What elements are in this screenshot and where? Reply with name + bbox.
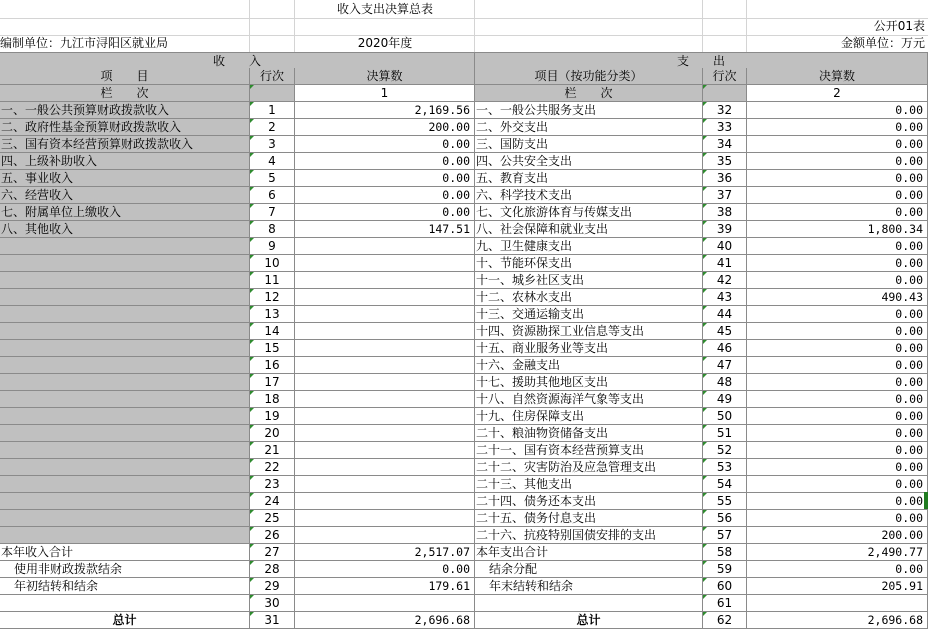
income-line-cell[interactable]: 23 bbox=[250, 476, 295, 493]
expense-line-cell[interactable]: 40 bbox=[703, 238, 747, 255]
income-line-cell[interactable]: 2 bbox=[250, 119, 295, 136]
expense-item-cell[interactable]: 十二、农林水支出 bbox=[475, 289, 703, 306]
expense-column-label: 栏 次 bbox=[475, 85, 703, 102]
expense-line-cell[interactable]: 52 bbox=[703, 442, 747, 459]
expense-line-cell[interactable]: 47 bbox=[703, 357, 747, 374]
expense-item-cell[interactable]: 结余分配 bbox=[475, 561, 703, 578]
income-amount-cell[interactable] bbox=[295, 289, 475, 306]
income-item-cell[interactable] bbox=[0, 289, 250, 306]
income-amount-cell[interactable] bbox=[295, 323, 475, 340]
income-amount-cell[interactable] bbox=[295, 306, 475, 323]
income-item-cell[interactable]: 使用非财政拨款结余 bbox=[0, 561, 250, 578]
grid-cell bbox=[475, 0, 703, 52]
expense-line-cell[interactable]: 57 bbox=[703, 527, 747, 544]
income-item-cell[interactable] bbox=[0, 255, 250, 272]
expense-item-cell[interactable]: 一、一般公共服务支出 bbox=[475, 102, 703, 119]
income-amount-cell[interactable]: 200.00 bbox=[295, 119, 475, 136]
expense-line-cell[interactable]: 35 bbox=[703, 153, 747, 170]
expense-item-cell[interactable]: 六、科学技术支出 bbox=[475, 187, 703, 204]
expense-amount-cell[interactable]: 0.00 bbox=[747, 357, 928, 374]
expense-column-number: 2 bbox=[747, 85, 928, 102]
selected-cell-marker bbox=[924, 492, 928, 509]
expense-amount-cell[interactable]: 0.00 bbox=[747, 119, 928, 136]
income-line-cell[interactable]: 6 bbox=[250, 187, 295, 204]
expense-item-cell[interactable]: 八、社会保障和就业支出 bbox=[475, 221, 703, 238]
expense-item-cell[interactable]: 总计 bbox=[475, 612, 703, 629]
income-line-cell[interactable]: 29 bbox=[250, 578, 295, 595]
income-item-cell[interactable] bbox=[0, 493, 250, 510]
expense-line-cell[interactable]: 37 bbox=[703, 187, 747, 204]
income-item-cell[interactable]: 四、上级补助收入 bbox=[0, 153, 250, 170]
expense-item-cell[interactable]: 五、教育支出 bbox=[475, 170, 703, 187]
expense-amount-cell[interactable]: 0.00 bbox=[747, 391, 928, 408]
income-amount-cell[interactable] bbox=[295, 391, 475, 408]
income-column-number: 1 bbox=[295, 85, 475, 102]
income-item-cell[interactable] bbox=[0, 408, 250, 425]
expense-item-cell[interactable]: 十九、住房保障支出 bbox=[475, 408, 703, 425]
income-line-cell[interactable]: 27 bbox=[250, 544, 295, 561]
expense-item-cell[interactable]: 四、公共安全支出 bbox=[475, 153, 703, 170]
expense-item-cell[interactable]: 七、文化旅游体育与传媒支出 bbox=[475, 204, 703, 221]
income-line-cell[interactable]: 10 bbox=[250, 255, 295, 272]
income-line-cell[interactable]: 30 bbox=[250, 595, 295, 612]
income-amount-cell[interactable]: 0.00 bbox=[295, 153, 475, 170]
income-item-cell[interactable] bbox=[0, 459, 250, 476]
expense-amount-cell[interactable]: 0.00 bbox=[747, 306, 928, 323]
amount-unit: 金额单位：万元 bbox=[840, 36, 925, 50]
income-line-cell[interactable]: 21 bbox=[250, 442, 295, 459]
income-item-cell[interactable]: 二、政府性基金预算财政拨款收入 bbox=[0, 119, 250, 136]
income-amount-cell[interactable]: 2,517.07 bbox=[295, 544, 475, 561]
expense-amount-cell[interactable]: 0.00 bbox=[747, 170, 928, 187]
expense-amount-cell[interactable]: 0.00 bbox=[747, 323, 928, 340]
expense-amount-cell[interactable]: 0.00 bbox=[747, 374, 928, 391]
expense-item-cell[interactable]: 本年支出合计 bbox=[475, 544, 703, 561]
income-item-cell[interactable] bbox=[0, 527, 250, 544]
expense-line-cell[interactable]: 43 bbox=[703, 289, 747, 306]
income-line-cell[interactable]: 16 bbox=[250, 357, 295, 374]
income-amount-cell[interactable] bbox=[295, 255, 475, 272]
income-item-cell[interactable]: 六、经营收入 bbox=[0, 187, 250, 204]
expense-item-cell[interactable]: 二十五、债务付息支出 bbox=[475, 510, 703, 527]
expense-line-header: 行次 bbox=[703, 68, 747, 85]
expense-amount-cell[interactable]: 0.00 bbox=[747, 442, 928, 459]
income-item-cell[interactable] bbox=[0, 425, 250, 442]
income-amount-cell[interactable] bbox=[295, 459, 475, 476]
expense-item-cell[interactable]: 十六、金融支出 bbox=[475, 357, 703, 374]
expense-amount-cell[interactable]: 0.00 bbox=[747, 136, 928, 153]
expense-amount-cell[interactable]: 0.00 bbox=[747, 510, 928, 527]
expense-item-cell[interactable]: 二十二、灾害防治及应急管理支出 bbox=[475, 459, 703, 476]
report-title: 收入支出决算总表 bbox=[336, 2, 433, 16]
expense-amount-cell[interactable]: 0.00 bbox=[747, 493, 928, 510]
expense-item-cell[interactable]: 二十一、国有资本经营预算支出 bbox=[475, 442, 703, 459]
income-amount-cell[interactable]: 0.00 bbox=[295, 170, 475, 187]
expense-column-blank bbox=[703, 85, 747, 102]
income-item-cell[interactable] bbox=[0, 476, 250, 493]
income-amount-cell[interactable] bbox=[295, 493, 475, 510]
expense-line-cell[interactable]: 41 bbox=[703, 255, 747, 272]
expense-line-cell[interactable]: 45 bbox=[703, 323, 747, 340]
income-line-cell[interactable]: 19 bbox=[250, 408, 295, 425]
income-item-cell[interactable] bbox=[0, 238, 250, 255]
reporting-unit: 编制单位：九江市浔阳区就业局 bbox=[0, 36, 169, 50]
expense-amount-cell[interactable]: 0.00 bbox=[747, 204, 928, 221]
income-line-cell[interactable]: 14 bbox=[250, 323, 295, 340]
income-line-cell[interactable]: 15 bbox=[250, 340, 295, 357]
income-amount-cell[interactable] bbox=[295, 357, 475, 374]
income-amount-cell[interactable] bbox=[295, 510, 475, 527]
income-line-cell[interactable]: 31 bbox=[250, 612, 295, 629]
income-line-cell[interactable]: 18 bbox=[250, 391, 295, 408]
income-line-cell[interactable]: 24 bbox=[250, 493, 295, 510]
income-amount-cell[interactable]: 2,696.68 bbox=[295, 612, 475, 629]
income-amount-cell[interactable]: 0.00 bbox=[295, 187, 475, 204]
expense-line-cell[interactable]: 32 bbox=[703, 102, 747, 119]
income-amount-cell[interactable] bbox=[295, 442, 475, 459]
expense-amount-cell[interactable]: 0.00 bbox=[747, 187, 928, 204]
expense-line-cell[interactable]: 44 bbox=[703, 306, 747, 323]
grid-cell bbox=[703, 0, 747, 52]
expense-item-cell[interactable]: 九、卫生健康支出 bbox=[475, 238, 703, 255]
expense-amount-cell[interactable]: 2,490.77 bbox=[747, 544, 928, 561]
expense-amount-cell[interactable]: 0.00 bbox=[747, 425, 928, 442]
expense-line-cell[interactable]: 39 bbox=[703, 221, 747, 238]
expense-item-cell[interactable]: 十八、自然资源海洋气象等支出 bbox=[475, 391, 703, 408]
expense-line-cell[interactable]: 42 bbox=[703, 272, 747, 289]
expense-item-cell[interactable]: 十七、援助其他地区支出 bbox=[475, 374, 703, 391]
expense-amount-header: 决算数 bbox=[747, 68, 928, 85]
income-amount-cell[interactable] bbox=[295, 425, 475, 442]
income-line-cell[interactable]: 5 bbox=[250, 170, 295, 187]
expense-line-cell[interactable]: 60 bbox=[703, 578, 747, 595]
expense-line-cell[interactable]: 51 bbox=[703, 425, 747, 442]
income-line-header: 行次 bbox=[250, 68, 295, 85]
expense-line-cell[interactable]: 55 bbox=[703, 493, 747, 510]
income-line-cell[interactable]: 3 bbox=[250, 136, 295, 153]
expense-line-cell[interactable]: 54 bbox=[703, 476, 747, 493]
income-amount-cell[interactable] bbox=[295, 408, 475, 425]
expense-line-cell[interactable]: 62 bbox=[703, 612, 747, 629]
income-item-cell[interactable] bbox=[0, 595, 250, 612]
expense-line-cell[interactable]: 56 bbox=[703, 510, 747, 527]
income-line-cell[interactable]: 4 bbox=[250, 153, 295, 170]
expense-amount-cell[interactable]: 0.00 bbox=[747, 476, 928, 493]
expense-item-cell[interactable]: 三、国防支出 bbox=[475, 136, 703, 153]
expense-amount-cell[interactable]: 490.43 bbox=[747, 289, 928, 306]
expense-header: 支 出 bbox=[475, 52, 928, 69]
income-line-cell[interactable]: 13 bbox=[250, 306, 295, 323]
income-item-cell[interactable] bbox=[0, 306, 250, 323]
income-amount-cell[interactable]: 0.00 bbox=[295, 204, 475, 221]
expense-amount-cell[interactable]: 0.00 bbox=[747, 340, 928, 357]
expense-amount-cell[interactable]: 0.00 bbox=[747, 561, 928, 578]
income-amount-cell[interactable]: 0.00 bbox=[295, 136, 475, 153]
expense-line-cell[interactable]: 36 bbox=[703, 170, 747, 187]
expense-amount-cell[interactable]: 0.00 bbox=[747, 272, 928, 289]
income-amount-cell[interactable] bbox=[295, 272, 475, 289]
expense-item-cell[interactable]: 二十六、抗疫特别国债安排的支出 bbox=[475, 527, 703, 544]
income-line-cell[interactable]: 17 bbox=[250, 374, 295, 391]
income-item-cell[interactable] bbox=[0, 272, 250, 289]
income-amount-header: 决算数 bbox=[295, 68, 475, 85]
income-item-cell[interactable]: 一、一般公共预算财政拨款收入 bbox=[0, 102, 250, 119]
income-item-cell[interactable]: 八、其他收入 bbox=[0, 221, 250, 238]
expense-item-cell[interactable] bbox=[475, 595, 703, 612]
income-line-cell[interactable]: 25 bbox=[250, 510, 295, 527]
income-amount-cell[interactable] bbox=[295, 340, 475, 357]
income-line-cell[interactable]: 12 bbox=[250, 289, 295, 306]
income-column-label: 栏 次 bbox=[0, 85, 250, 102]
expense-amount-cell[interactable]: 0.00 bbox=[747, 408, 928, 425]
income-amount-cell[interactable] bbox=[295, 238, 475, 255]
income-line-cell[interactable]: 1 bbox=[250, 102, 295, 119]
expense-line-cell[interactable]: 33 bbox=[703, 119, 747, 136]
income-item-cell[interactable]: 三、国有资本经营预算财政拨款收入 bbox=[0, 136, 250, 153]
expense-amount-cell[interactable]: 0.00 bbox=[747, 255, 928, 272]
expense-item-cell[interactable]: 十五、商业服务业等支出 bbox=[475, 340, 703, 357]
expense-item-cell[interactable]: 十、节能环保支出 bbox=[475, 255, 703, 272]
table-number: 公开01表 bbox=[873, 19, 925, 33]
income-line-cell[interactable]: 26 bbox=[250, 527, 295, 544]
income-amount-cell[interactable] bbox=[295, 595, 475, 612]
income-amount-cell[interactable] bbox=[295, 374, 475, 391]
income-amount-cell[interactable]: 2,169.56 bbox=[295, 102, 475, 119]
expense-amount-cell[interactable]: 0.00 bbox=[747, 459, 928, 476]
income-item-cell[interactable] bbox=[0, 357, 250, 374]
income-item-cell[interactable] bbox=[0, 442, 250, 459]
income-item-cell[interactable]: 七、附属单位上缴收入 bbox=[0, 204, 250, 221]
income-item-header: 项 目 bbox=[0, 68, 250, 85]
income-header: 收 入 bbox=[0, 52, 475, 69]
income-item-cell[interactable]: 本年收入合计 bbox=[0, 544, 250, 561]
income-amount-cell[interactable]: 179.61 bbox=[295, 578, 475, 595]
income-item-cell[interactable] bbox=[0, 391, 250, 408]
expense-amount-cell[interactable]: 205.91 bbox=[747, 578, 928, 595]
income-line-cell[interactable]: 7 bbox=[250, 204, 295, 221]
expense-line-cell[interactable]: 48 bbox=[703, 374, 747, 391]
income-line-cell[interactable]: 22 bbox=[250, 459, 295, 476]
expense-amount-cell[interactable]: 1,800.34 bbox=[747, 221, 928, 238]
expense-line-cell[interactable]: 34 bbox=[703, 136, 747, 153]
expense-item-cell[interactable]: 十四、资源勘探工业信息等支出 bbox=[475, 323, 703, 340]
income-line-cell[interactable]: 28 bbox=[250, 561, 295, 578]
income-item-cell[interactable]: 年初结转和结余 bbox=[0, 578, 250, 595]
expense-amount-cell[interactable]: 0.00 bbox=[747, 102, 928, 119]
expense-item-cell[interactable]: 十三、交通运输支出 bbox=[475, 306, 703, 323]
expense-amount-cell[interactable]: 200.00 bbox=[747, 527, 928, 544]
income-item-cell[interactable] bbox=[0, 374, 250, 391]
expense-item-cell[interactable]: 二十、粮油物资储备支出 bbox=[475, 425, 703, 442]
income-item-cell[interactable] bbox=[0, 323, 250, 340]
expense-line-cell[interactable]: 53 bbox=[703, 459, 747, 476]
income-item-cell[interactable]: 总计 bbox=[0, 612, 250, 629]
income-line-cell[interactable]: 8 bbox=[250, 221, 295, 238]
income-line-cell[interactable]: 9 bbox=[250, 238, 295, 255]
expense-line-cell[interactable]: 38 bbox=[703, 204, 747, 221]
expense-line-cell[interactable]: 61 bbox=[703, 595, 747, 612]
grid-cell bbox=[250, 0, 295, 52]
income-amount-cell[interactable] bbox=[295, 476, 475, 493]
income-amount-cell[interactable]: 147.51 bbox=[295, 221, 475, 238]
fiscal-year: 2020年度 bbox=[357, 36, 413, 50]
income-item-cell[interactable]: 五、事业收入 bbox=[0, 170, 250, 187]
expense-amount-cell[interactable]: 0.00 bbox=[747, 238, 928, 255]
income-item-cell[interactable] bbox=[0, 340, 250, 357]
expense-item-cell[interactable]: 二十三、其他支出 bbox=[475, 476, 703, 493]
expense-line-cell[interactable]: 49 bbox=[703, 391, 747, 408]
income-column-blank bbox=[250, 85, 295, 102]
expense-amount-cell[interactable]: 2,696.68 bbox=[747, 612, 928, 629]
income-item-cell[interactable] bbox=[0, 510, 250, 527]
expense-line-cell[interactable]: 50 bbox=[703, 408, 747, 425]
income-amount-cell[interactable]: 0.00 bbox=[295, 561, 475, 578]
expense-line-cell[interactable]: 59 bbox=[703, 561, 747, 578]
income-line-cell[interactable]: 20 bbox=[250, 425, 295, 442]
expense-amount-cell[interactable]: 0.00 bbox=[747, 153, 928, 170]
expense-item-cell[interactable]: 十一、城乡社区支出 bbox=[475, 272, 703, 289]
expense-item-cell[interactable]: 二十四、债务还本支出 bbox=[475, 493, 703, 510]
income-line-cell[interactable]: 11 bbox=[250, 272, 295, 289]
expense-item-cell[interactable]: 二、外交支出 bbox=[475, 119, 703, 136]
expense-amount-cell[interactable] bbox=[747, 595, 928, 612]
income-amount-cell[interactable] bbox=[295, 527, 475, 544]
expense-item-header: 项目（按功能分类） bbox=[475, 68, 703, 85]
expense-line-cell[interactable]: 46 bbox=[703, 340, 747, 357]
expense-item-cell[interactable]: 年末结转和结余 bbox=[475, 578, 703, 595]
expense-line-cell[interactable]: 58 bbox=[703, 544, 747, 561]
